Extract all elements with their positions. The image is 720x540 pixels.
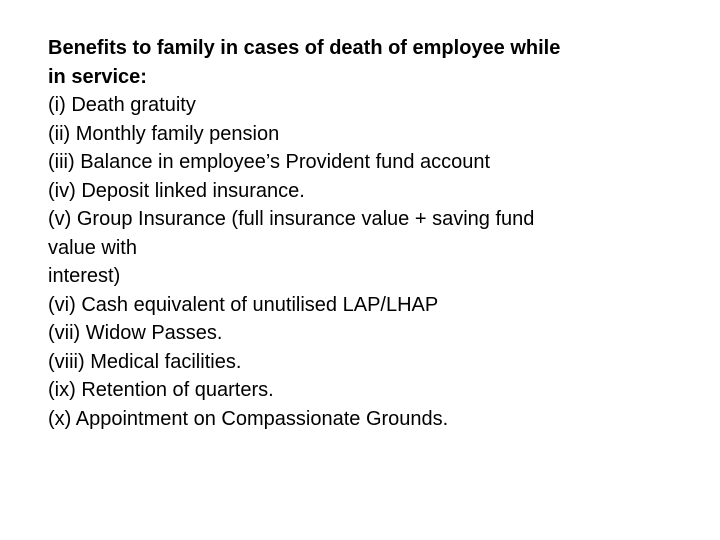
list-item: (iv) Deposit linked insurance. xyxy=(48,179,305,202)
list-item-line: (v) Group Insurance (full insurance value + saving fund xyxy=(48,208,535,230)
title-line: in service: xyxy=(48,65,147,88)
benefits-list xyxy=(48,91,688,433)
slide-content xyxy=(48,34,688,433)
list-item: (viii) Medical facilities. xyxy=(48,350,242,373)
list-item: (iii) Balance in employee’s Provident fund account xyxy=(48,151,491,173)
list-item: (ix) Retention of quarters. xyxy=(48,379,274,401)
list-item-line: value with xyxy=(48,236,137,259)
list-item-line: interest) xyxy=(48,265,121,287)
title-line: Benefits to family in cases of death of employee while xyxy=(48,37,561,59)
list-item xyxy=(48,205,688,291)
list-item: (ii) Monthly family pension xyxy=(48,122,280,145)
list-item: (i) Death gratuity xyxy=(48,94,196,116)
list-item: (x) Appointment on Compassionate Grounds. xyxy=(48,407,449,430)
list-item: (vii) Widow Passes. xyxy=(48,322,223,344)
list-item: (vi) Cash equivalent of unutilised LAP/LHAP xyxy=(48,293,439,316)
slide-title xyxy=(48,34,688,91)
